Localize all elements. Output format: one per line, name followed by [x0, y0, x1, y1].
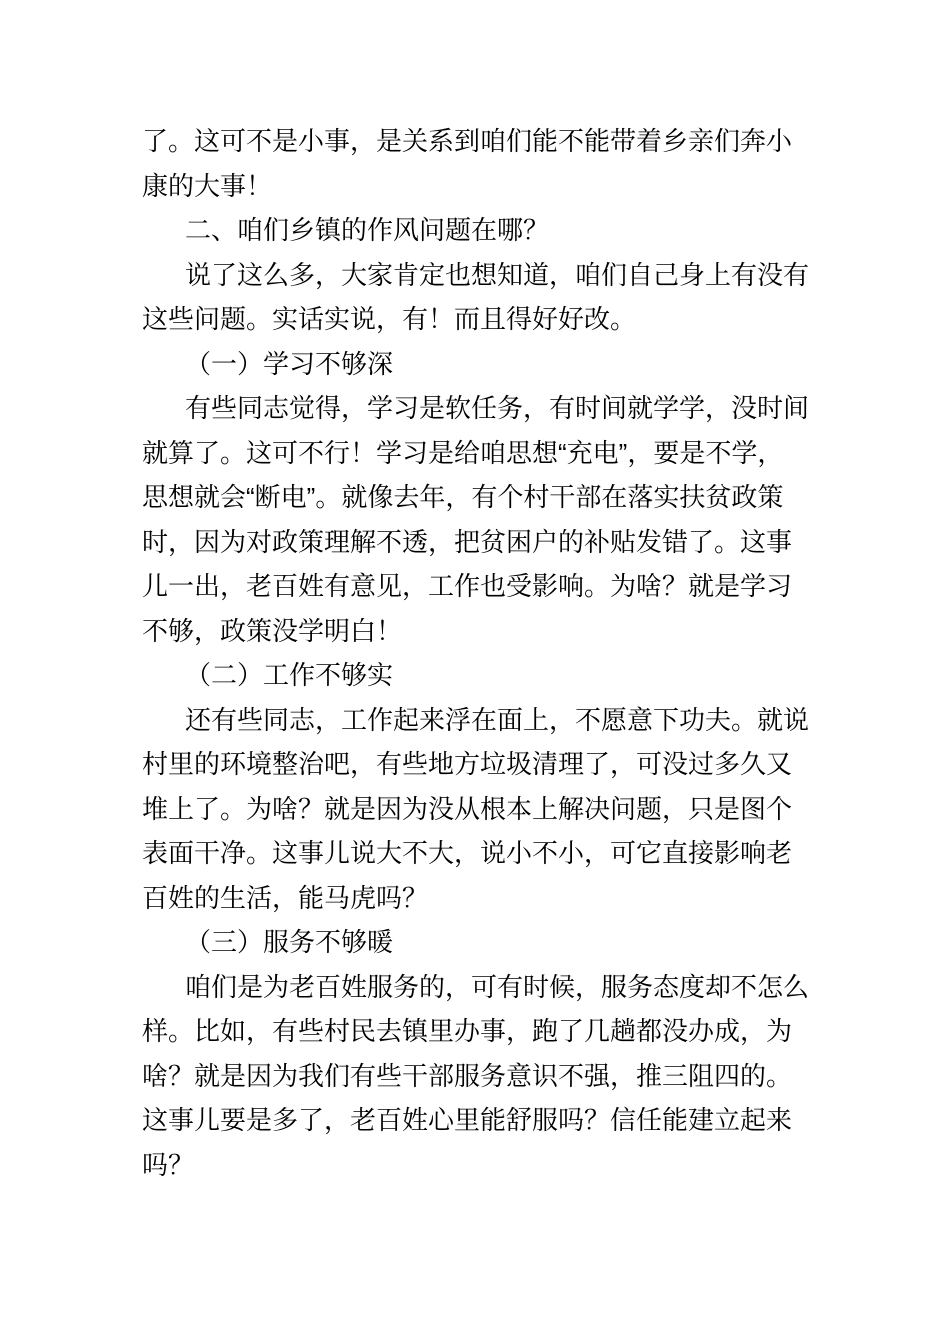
- text-line: 说了这么多，大家肯定也想知道，咱们自己身上有没有: [185, 259, 810, 290]
- text-line: 表面干净。这事儿说大不大，说小不小，可它直接影响老: [142, 838, 793, 868]
- text-line: 就算了。这可不行！学习是给咱思想“充电”，要是不学，: [142, 437, 784, 468]
- text-line: 咱们是为老百姓服务的，可有时候，服务态度却不怎么: [185, 971, 810, 1002]
- text-line: （三）服务不够暖: [185, 927, 394, 957]
- text-line: （二）工作不够实: [185, 660, 394, 690]
- text-line: 儿一出，老百姓有意见，工作也受影响。为啥？就是学习: [142, 571, 793, 601]
- text-line: 吗？: [142, 1149, 195, 1180]
- text-line: 了。这可不是小事，是关系到咱们能不能带着乡亲们奔小: [142, 126, 793, 156]
- text-line: 样。比如，有些村民去镇里办事，跑了几趟都没办成，为: [142, 1016, 793, 1046]
- text-line: 还有些同志，工作起来浮在面上，不愿意下功夫。就说: [185, 704, 810, 735]
- text-line: 这事儿要是多了，老百姓心里能舒服吗？信任能建立起来: [142, 1105, 793, 1135]
- text-line: 百姓的生活，能马虎吗？: [142, 882, 429, 913]
- text-line: （一）学习不够深: [185, 348, 394, 379]
- text-line: 时，因为对政策理解不透，把贫困户的补贴发错了。这事: [142, 526, 793, 557]
- text-line: 这些问题。实话实说，有！而且得好好改。: [142, 304, 637, 334]
- text-line: 二、咱们乡镇的作风问题在哪？: [185, 215, 550, 245]
- text-line: 堆上了。为啥？就是因为没从根本上解决问题，只是图个: [142, 793, 793, 824]
- text-line: 村里的环境整治吧，有些地方垃圾清理了，可没过多久又: [142, 749, 793, 779]
- text-line: 不够，政策没学明白！: [142, 615, 403, 646]
- text-line: 有些同志觉得，学习是软任务，有时间就学学，没时间: [185, 393, 810, 423]
- text-line: 啥？就是因为我们有些干部服务意识不强，推三阻四的。: [142, 1060, 793, 1091]
- text-line: 思想就会“断电”。就像去年，有个村干部在落实扶贫政策: [142, 482, 784, 512]
- text-line: 康的大事！: [142, 170, 273, 201]
